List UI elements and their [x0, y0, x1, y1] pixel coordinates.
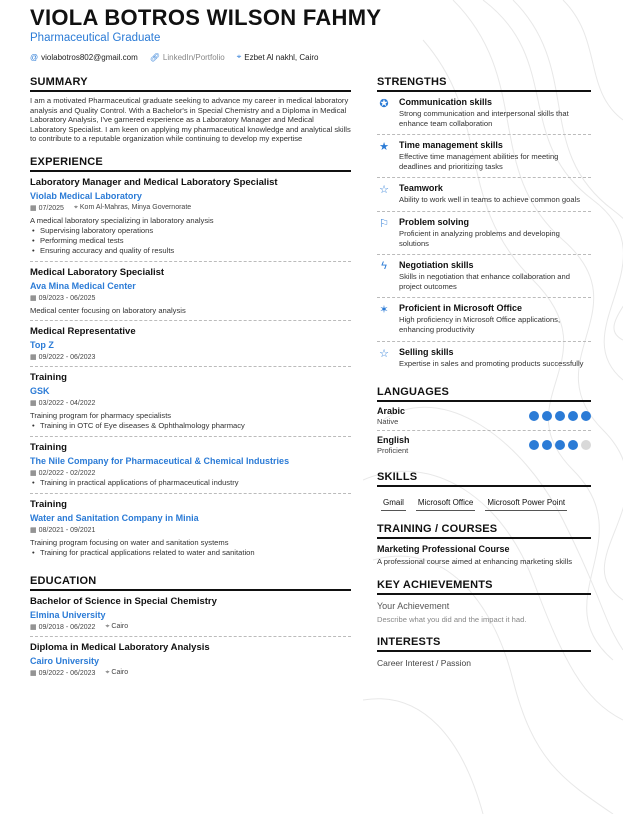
calendar-icon: ▦	[30, 669, 37, 677]
calendar-icon: ▦	[30, 294, 37, 302]
language-name: Arabic	[377, 406, 406, 417]
education-location-text: Cairo	[111, 622, 129, 630]
job-bullet: • Performing medical tests	[30, 236, 351, 246]
achievements-heading: KEY ACHIEVEMENTS	[377, 579, 591, 595]
rating-dot	[529, 411, 539, 421]
strength-desc: Expertise in sales and promoting products successfully	[399, 358, 584, 368]
language-item	[377, 431, 591, 459]
language-rating	[529, 440, 591, 450]
skill-tag: Microsoft Power Point	[485, 495, 567, 511]
job-date	[30, 526, 95, 534]
job-date	[30, 294, 95, 302]
magic-icon: ✶	[379, 304, 389, 317]
job-meta	[30, 353, 351, 361]
languages-list	[377, 402, 591, 459]
job-title: Medical Laboratory Specialist	[30, 266, 165, 278]
summary-heading: SUMMARY	[30, 76, 351, 92]
job-date	[30, 353, 95, 361]
job-title: Training	[30, 441, 67, 453]
skills-heading: SKILLS	[377, 471, 591, 487]
education-location	[105, 623, 128, 631]
education-meta	[30, 623, 351, 631]
experience-entry	[30, 367, 351, 437]
summary-section	[30, 76, 351, 144]
location-pin-icon: ⌖	[236, 52, 242, 61]
strength-title: Teamwork	[399, 183, 443, 194]
location-pin-icon: ⌖	[105, 622, 110, 630]
rating-dot	[568, 411, 578, 421]
language-info	[377, 406, 405, 426]
job-title: Laboratory Manager and Medical Laboratory Specialist	[30, 176, 278, 188]
star-outline-icon: ☆	[379, 347, 389, 360]
education-date	[30, 623, 95, 631]
job-date	[30, 204, 64, 212]
job-bullet: • Supervising laboratory operations	[30, 226, 351, 236]
achievement-title: Your Achievement	[377, 600, 450, 611]
linkedin-text: LinkedIn/Portfolio	[162, 52, 225, 62]
education-section	[30, 575, 351, 682]
strength-desc: High proficiency in Microsoft Office applications, enhancing productivity	[399, 315, 561, 334]
job-date-text: 09/2022 - 06/2023	[38, 353, 96, 361]
degree-title: Bachelor of Science in Special Chemistry	[30, 595, 217, 607]
experience-list	[30, 172, 351, 563]
skill-tag: Gmail	[381, 495, 406, 511]
experience-heading: EXPERIENCE	[30, 156, 351, 172]
calendar-icon: ▦	[30, 623, 37, 631]
job-bullets	[30, 478, 351, 488]
summary-text: I am a motivated Pharmaceutical graduate seeking to advance my career in medical laboratory analysis and Quality Control. With a Bachelor's in Special Chemistry and a Diploma in Medical Laboratory Analysis, I've garnered experience as a Laboratory Manager and Medical Laboratory Specialist. I am keen on applying my pharmaceutical knowledge and analytical skills to contribute to a reputable organization while continuing to develop my expertise	[30, 96, 351, 144]
strength-desc: Proficient in analyzing problems and developing solutions	[399, 228, 560, 248]
rating-dot	[542, 440, 552, 450]
strength-body	[399, 140, 591, 171]
strength-desc: Effective time management abilities for meeting deadlines and prioritizing tasks	[399, 152, 559, 171]
star-outline-icon: ☆	[379, 184, 389, 197]
company-name[interactable]: Ava Mina Medical Center	[30, 280, 136, 291]
education-date-text: 09/2018 - 06/2022	[38, 623, 96, 631]
rating-dot	[581, 440, 591, 450]
skills-section	[377, 471, 591, 511]
strengths-section	[377, 76, 591, 374]
strength-title: Proficient in Microsoft Office	[399, 303, 523, 314]
at-icon: @	[30, 52, 39, 62]
job-title: Training	[30, 498, 67, 510]
education-date	[30, 669, 95, 677]
calendar-icon: ▦	[30, 353, 37, 361]
languages-heading: LANGUAGES	[377, 386, 591, 402]
strength-title: Problem solving	[399, 216, 470, 227]
strengths-heading: STRENGTHS	[377, 76, 591, 92]
candidate-name: VIOLA BOTROS WILSON FAHMY	[30, 5, 382, 30]
strength-body	[399, 97, 591, 128]
rating-dot	[555, 411, 565, 421]
skills-list	[377, 495, 591, 511]
calendar-icon: ▦	[30, 526, 37, 534]
location-text: Ezbet Al nakhl, Cairo	[244, 52, 319, 62]
job-date	[30, 399, 95, 407]
rating-dot	[568, 440, 578, 450]
education-location	[105, 669, 128, 677]
experience-entry	[30, 172, 351, 262]
job-location	[74, 204, 191, 212]
strength-item	[377, 342, 591, 375]
email-contact[interactable]	[30, 53, 138, 62]
job-meta	[30, 294, 351, 302]
job-description: Medical center focusing on laboratory analysis	[30, 305, 186, 315]
right-column	[377, 76, 591, 694]
left-column	[30, 76, 351, 694]
job-date-text: 02/2022 - 02/2022	[38, 469, 96, 477]
job-title: Training	[30, 371, 67, 383]
contact-row	[30, 52, 593, 62]
strength-title: Time management skills	[399, 140, 503, 151]
star-icon: ★	[379, 141, 389, 154]
job-bullet: • Training for practical applications related to water and sanitation	[30, 548, 351, 558]
job-date-text: 09/2023 - 06/2025	[38, 294, 96, 302]
strength-desc: Strong communication and interpersonal skills that enhance team collaboration	[399, 109, 569, 128]
strengths-list	[377, 92, 591, 374]
education-entry	[30, 591, 351, 637]
company-name[interactable]: The Nile Company for Pharmaceutical & Chemical Industries	[30, 455, 290, 466]
strength-title: Communication skills	[399, 97, 493, 107]
language-name: English	[377, 435, 410, 446]
email-text: violabotros802@gmail.com	[41, 52, 138, 62]
education-list	[30, 591, 351, 682]
language-level: Native	[377, 417, 399, 427]
training-desc: A professional course aimed at enhancing marketing skills	[377, 557, 573, 567]
strength-item	[377, 135, 591, 178]
experience-entry	[30, 437, 351, 494]
job-date-text: 08/2021 - 09/2021	[38, 526, 96, 534]
school-name[interactable]: Elmina University	[30, 609, 106, 620]
company-name[interactable]: Violab Medical Laboratory	[30, 190, 142, 201]
education-heading: EDUCATION	[30, 575, 351, 591]
rating-dot	[529, 440, 539, 450]
strength-item	[377, 212, 591, 255]
job-description: Training program focusing on water and sanitation systems	[30, 537, 229, 547]
medal-icon: ✪	[379, 98, 389, 110]
language-rating	[529, 411, 591, 421]
linkedin-contact[interactable]	[150, 53, 225, 62]
experience-entry	[30, 321, 351, 367]
interests-heading: INTERESTS	[377, 636, 591, 652]
degree-title: Diploma in Medical Laboratory Analysis	[30, 641, 210, 653]
job-bullets	[30, 226, 351, 256]
strength-title: Selling skills	[399, 346, 454, 357]
rating-dot	[555, 440, 565, 450]
location-pin-icon: ⌖	[73, 203, 78, 211]
training-title: Marketing Professional Course	[377, 544, 510, 555]
skill-tag: Microsoft Office	[416, 495, 475, 511]
language-level: Proficient	[377, 446, 409, 456]
strength-body	[399, 303, 591, 334]
strength-desc: Ability to work well in teams to achieve common goals	[399, 195, 581, 205]
location-pin-icon: ⌖	[105, 668, 110, 676]
job-meta	[30, 204, 351, 212]
strength-body	[399, 183, 580, 205]
calendar-icon: ▦	[30, 204, 37, 212]
job-description: A medical laboratory specializing in laboratory analysis	[30, 215, 214, 225]
link-icon: 🔗︎	[149, 52, 160, 62]
strength-title: Negotiation skills	[399, 260, 474, 271]
bolt-icon: ϟ	[381, 260, 387, 273]
strength-item	[377, 255, 591, 298]
training-heading: TRAINING / COURSES	[377, 523, 591, 539]
rating-dot	[542, 411, 552, 421]
strength-item	[377, 298, 591, 341]
candidate-title: Pharmaceutical Graduate	[30, 32, 161, 44]
job-meta	[30, 526, 351, 534]
strength-body	[399, 347, 583, 369]
job-description: Training program for pharmacy specialists	[30, 410, 172, 420]
job-title: Medical Representative	[30, 325, 136, 337]
company-name[interactable]: GSK	[30, 385, 50, 396]
strength-body	[399, 260, 591, 291]
strength-body	[399, 217, 591, 248]
education-date-text: 09/2022 - 06/2023	[38, 669, 96, 677]
job-bullet: • Ensuring accuracy and quality of results	[30, 246, 351, 256]
job-bullet: • Training in practical applications of pharmaceutical industry	[30, 478, 351, 488]
languages-section	[377, 386, 591, 459]
training-section	[377, 523, 591, 567]
job-meta	[30, 469, 351, 477]
flag-icon: ⚐	[379, 217, 389, 230]
job-location-text: Kom Al-Mahras, Minya Governorate	[79, 203, 192, 211]
experience-entry	[30, 262, 351, 321]
job-bullets	[30, 421, 351, 431]
resume-header	[30, 6, 593, 62]
job-date	[30, 469, 95, 477]
job-bullets	[30, 548, 351, 558]
interest-item: Career Interest / Passion	[377, 657, 472, 668]
achievements-section	[377, 579, 591, 624]
calendar-icon: ▦	[30, 399, 37, 407]
education-meta	[30, 669, 351, 677]
rating-dot	[581, 411, 591, 421]
job-meta	[30, 399, 351, 407]
job-date-text: 07/2025	[38, 204, 64, 212]
language-info	[377, 435, 410, 455]
location-contact	[237, 52, 319, 62]
school-name[interactable]: Cairo University	[30, 655, 100, 666]
company-name[interactable]: Water and Sanitation Company in Minia	[30, 512, 199, 523]
education-entry	[30, 637, 351, 682]
education-location-text: Cairo	[111, 668, 129, 676]
language-item	[377, 402, 591, 431]
interests-section	[377, 636, 591, 668]
job-date-text: 03/2022 - 04/2022	[38, 399, 96, 407]
achievement-desc: Describe what you did and the impact it had.	[377, 614, 527, 624]
calendar-icon: ▦	[30, 469, 37, 477]
company-name[interactable]: Top Z	[30, 339, 54, 350]
strength-desc: Skills in negotiation that enhance collaboration and project outcomes	[399, 272, 570, 291]
strength-item	[377, 92, 591, 135]
experience-section	[30, 156, 351, 563]
experience-entry	[30, 494, 351, 563]
strength-item	[377, 178, 591, 212]
job-bullet: • Training in OTC of Eye diseases & Ophthalmology pharmacy	[30, 421, 351, 431]
